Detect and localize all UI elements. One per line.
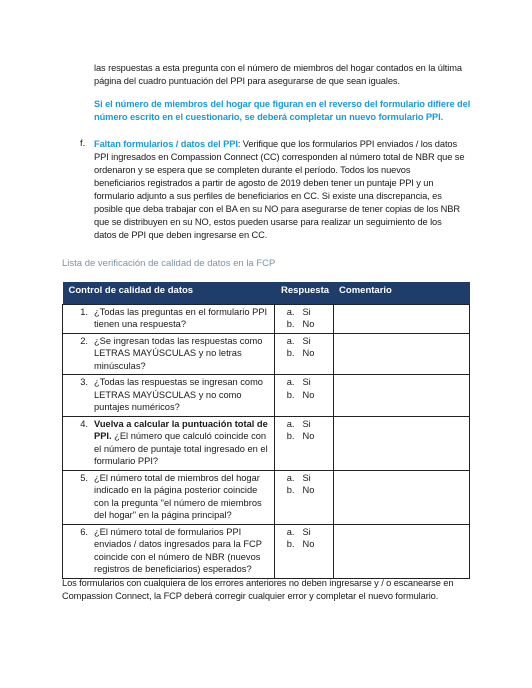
question-body-text: ¿Todas las preguntas en el formulario PPI tienen una respuesta? <box>94 306 268 329</box>
answer-option-si <box>278 376 329 389</box>
question-number: 2. <box>80 335 88 346</box>
item-f-text-1: PPI ingresados en Compassion Connect (CC) corresponden al número total de NBR que se <box>94 152 465 162</box>
checklist-answer-cell <box>275 333 333 375</box>
option-letter: b. <box>286 431 295 441</box>
option-letter: b. <box>286 348 295 358</box>
answer-option-si <box>278 418 329 431</box>
option-letter: a. <box>286 418 295 429</box>
checklist-comment-cell <box>333 524 469 578</box>
option-letter: a. <box>286 377 295 387</box>
option-letter: a. <box>286 472 295 483</box>
answer-option-si <box>278 306 329 319</box>
checklist-row <box>63 333 470 375</box>
option-label: Si <box>302 377 311 387</box>
option-label: Si <box>302 526 311 537</box>
checklist-question-cell <box>63 375 275 417</box>
header-comment: Comentario <box>333 282 469 304</box>
checklist-comment-cell <box>333 304 469 333</box>
answer-option-no <box>278 347 329 360</box>
option-label: No <box>302 539 315 549</box>
checklist-answer-cell <box>275 304 333 333</box>
checklist-question-cell <box>63 304 275 333</box>
checklist-header-row <box>63 282 470 304</box>
note-line-1: Si el número de miembros del hogar que figuran en el reverso del formulario difiere del <box>94 99 471 109</box>
checklist-comment-cell <box>333 416 469 470</box>
option-letter: a. <box>286 306 295 317</box>
option-letter: b. <box>286 539 295 549</box>
option-label: No <box>302 431 315 441</box>
option-letter: b. <box>286 485 295 495</box>
option-label: Si <box>302 472 311 483</box>
question-number: 1. <box>80 306 88 317</box>
option-label: Si <box>302 335 311 346</box>
footer-line-1: Los formularios con cualquiera de los errores anteriores no deben ingresarse y / o escanearse en <box>62 578 454 588</box>
question-text <box>94 526 271 576</box>
question-text <box>94 376 271 414</box>
question-text <box>94 335 271 373</box>
answer-option-si <box>278 526 329 539</box>
checklist-row <box>63 416 470 470</box>
question-text <box>94 472 271 522</box>
checklist-table <box>62 282 470 579</box>
answer-option-no <box>278 484 329 497</box>
checklist-question-cell <box>63 416 275 470</box>
option-label: Si <box>302 306 311 317</box>
item-f-letter: f. <box>80 138 86 148</box>
item-f-text-3: beneficiarios registrados a partir de agosto de 2019 deben tener un puntaje PPI y un <box>94 178 434 188</box>
question-text <box>94 306 271 331</box>
item-f-text-5: posible que deba trabajar con el BA en su NO para asegurarse de tener copias de los NBR <box>94 204 460 214</box>
checklist-answer-cell <box>275 470 333 524</box>
item-f-text-7: datos de PPI que deben ingresarse en CC. <box>94 230 268 240</box>
option-label: No <box>302 348 315 358</box>
checklist-question-cell <box>63 470 275 524</box>
question-body-text: ¿El número total de formularios PPI enviados / datos ingresados para la FCP coincide con el número de NBR (nuevos registros de beneficiarios) esperados? <box>94 526 262 574</box>
option-label: No <box>302 319 315 329</box>
question-body-text: ¿El número que calculó coincide con el número de puntaje total ingresado en el formulario PPI? <box>94 431 268 466</box>
checklist-comment-cell <box>333 375 469 417</box>
option-label: No <box>302 485 315 495</box>
checklist-row <box>63 470 470 524</box>
option-letter: a. <box>286 335 295 346</box>
item-f-text-6: que se distribuyen en su NO, estos pueden usarse para realizar un seguimiento de los <box>94 217 442 227</box>
item-f-title: Faltan formularios / datos del PPI <box>94 139 238 149</box>
question-body-text: ¿Todas las respuestas se ingresan como LETRAS MAYÚSCULAS y no como puntajes numéricos? <box>94 377 263 412</box>
question-number: 4. <box>80 418 88 429</box>
header-answer: Respuesta <box>275 282 333 304</box>
checklist-title: Lista de verificación de calidad de datos en la FCP <box>62 258 276 269</box>
answer-option-no <box>278 430 329 443</box>
checklist-question-cell <box>63 524 275 578</box>
item-f-text-4: formulario adjunto a sus perfiles de beneficiarios en CC. Si existe una discrepancia, es <box>94 191 442 201</box>
checklist-comment-cell <box>333 333 469 375</box>
item-f-text-2: ordenaron y se espera que se completen durante el período. Todos los nuevos <box>94 165 411 175</box>
question-text <box>94 418 271 468</box>
question-number: 6. <box>80 526 88 537</box>
checklist-answer-cell <box>275 375 333 417</box>
footer-line-2: Compassion Connect, la FCP deberá corregir cualquier error y completar el nuevo formulario. <box>62 591 439 601</box>
question-bold-text: Vuelva a calcular la puntuación total de PPI. <box>94 418 268 441</box>
answer-option-no <box>278 538 329 551</box>
option-letter: a. <box>286 526 295 537</box>
checklist-answer-cell <box>275 416 333 470</box>
note-line-2: número escrito en el cuestionario, se deberá completar un nuevo formulario PPI. <box>94 112 444 122</box>
intro-line-2: página del cuadro puntuación del PPI para asegurarse de que sean iguales. <box>94 76 400 86</box>
answer-option-no <box>278 318 329 331</box>
checklist-row <box>63 304 470 333</box>
item-f-text-0: : Verifique que los formularios PPI enviados / los datos <box>237 139 458 149</box>
answer-option-si <box>278 335 329 348</box>
header-control: Control de calidad de datos <box>63 282 275 304</box>
checklist-answer-cell <box>275 524 333 578</box>
checklist-question-cell <box>63 333 275 375</box>
option-label: Si <box>302 418 311 429</box>
checklist-comment-cell <box>333 470 469 524</box>
checklist-row <box>63 524 470 578</box>
question-body-text: ¿El número total de miembros del hogar indicado en la página posterior coincide con la pregunta "el número de miembros del hogar" en la página principal? <box>94 472 262 520</box>
item-f-line-1 <box>94 138 457 151</box>
question-body-text: ¿Se ingresan todas las respuestas como LETRAS MAYÚSCULAS y no letras minúsculas? <box>94 335 263 371</box>
question-number: 5. <box>80 472 88 483</box>
option-label: No <box>302 389 315 400</box>
intro-line-1: las respuestas a esta pregunta con el número de miembros del hogar contados en la última <box>94 63 462 73</box>
option-letter: b. <box>286 319 295 329</box>
answer-option-si <box>278 472 329 485</box>
answer-option-no <box>278 389 329 402</box>
question-number: 3. <box>80 377 88 387</box>
checklist-row <box>63 375 470 417</box>
option-letter: b. <box>286 389 295 400</box>
